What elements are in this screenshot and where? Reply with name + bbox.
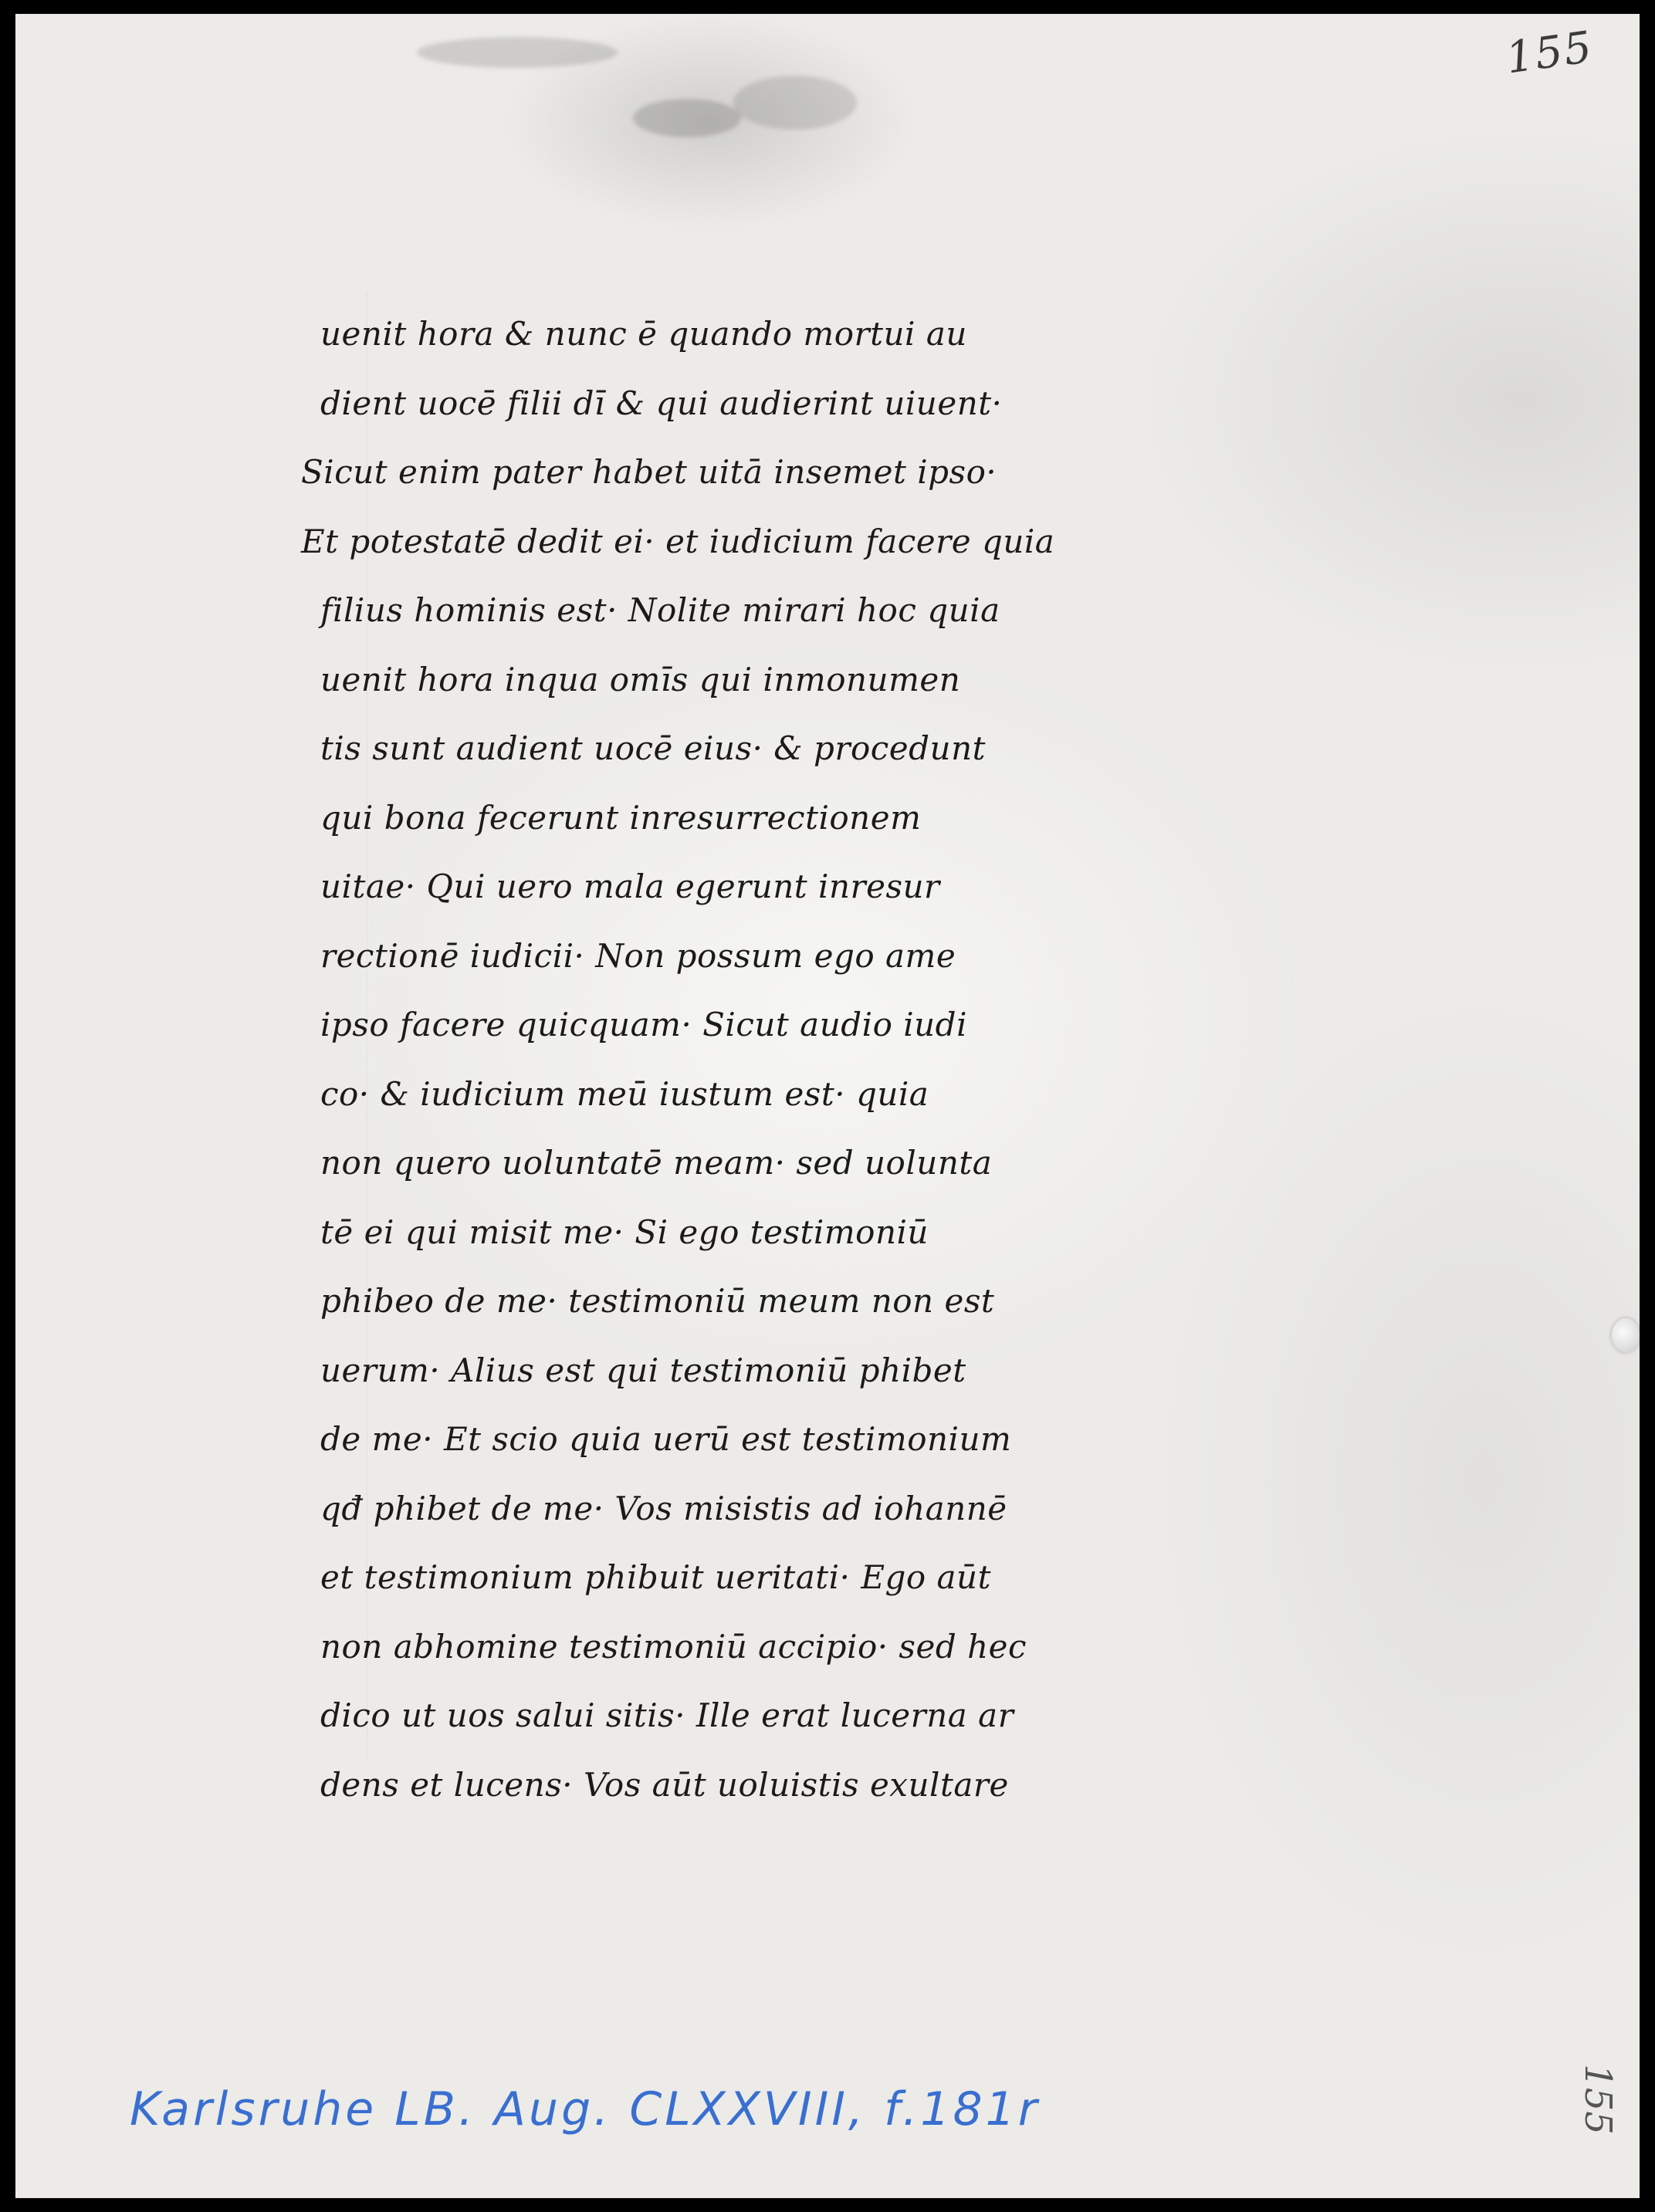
manuscript-line: dico ut uos salui sitis· Ille erat lucerna ar: [320, 1696, 1014, 1734]
folio-number-vertical: 155: [1576, 2064, 1620, 2135]
manuscript-line: qui bona fecerunt inresurrectionem: [320, 798, 922, 837]
damage-mark: [733, 76, 857, 130]
manuscript-text-block: [301, 299, 1177, 1819]
damage-mark: [417, 37, 618, 68]
manuscript-line: et testimonium phibuit ueritati· Ego aūt: [320, 1558, 991, 1596]
manuscript-line: uenit hora & nunc ē quando mortui au: [320, 315, 967, 353]
manuscript-line: uenit hora inqua omīs qui inmonumen: [320, 660, 961, 698]
shelfmark-caption: Karlsruhe LB. Aug. CLXXVIII, f.181r: [130, 2082, 1041, 2136]
manuscript-line: rectionē iudicii· Non possum ego ame: [320, 936, 956, 975]
manuscript-line: uitae· Qui uero mala egerunt inresur: [320, 868, 940, 905]
punch-hole: [1612, 1318, 1640, 1352]
manuscript-line: dens et lucens· Vos aūt uoluistis exultare: [320, 1765, 1009, 1804]
manuscript-line: ipso facere quicquam· Sicut audio iudi: [320, 1006, 967, 1043]
manuscript-line: co· & iudicium meū iustum est· quia: [320, 1074, 929, 1113]
manuscript-line: tē ei qui misit me· Si ego testimoniū: [320, 1213, 929, 1251]
manuscript-line: non abhomine testimoniū accipio· sed hec: [320, 1627, 1027, 1666]
manuscript-line: filius hominis est· Nolite mirari hoc quia: [320, 591, 1000, 629]
manuscript-line: de me· Et scio quia uerū est testimonium: [320, 1420, 1012, 1458]
manuscript-photograph: [15, 14, 1640, 2198]
manuscript-line: dient uocē filii dī & qui audierint uiuent·: [320, 384, 1003, 422]
manuscript-line: qđ phibet de me· Vos misistis ad iohannē: [320, 1489, 1007, 1527]
damage-mark: [633, 99, 741, 137]
manuscript-line: Et potestatē dedit ei· et iudicium facere quia: [301, 522, 1055, 560]
manuscript-line: uerum· Alius est qui testimoniū phibet: [320, 1351, 966, 1389]
folio-number: 155: [1503, 22, 1596, 84]
manuscript-line: Sicut enim pater habet uitā insemet ipso·: [301, 453, 997, 491]
manuscript-line: non quero uoluntatē meam· sed uolunta: [320, 1144, 993, 1182]
manuscript-line: tis sunt audient uocē eius· & procedunt: [320, 729, 987, 767]
manuscript-line: phibeo de me· testimoniū meum non est: [320, 1282, 995, 1320]
